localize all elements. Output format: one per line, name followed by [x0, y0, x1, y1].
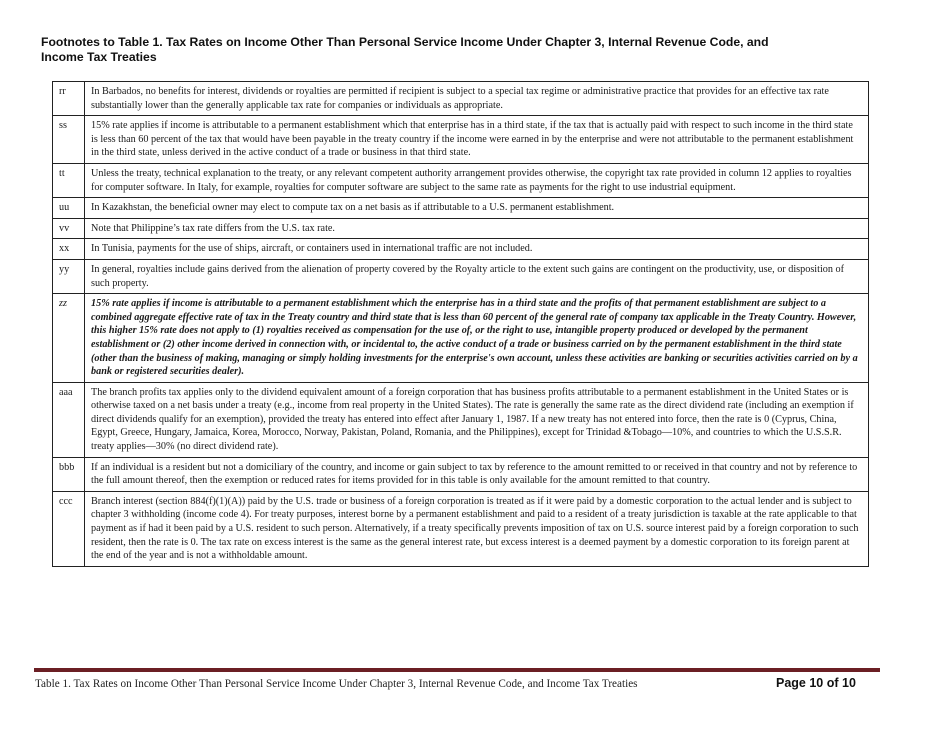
footnote-key: vv — [53, 218, 85, 239]
footnote-row — [53, 382, 869, 457]
footnote-key: rr — [53, 82, 85, 116]
footnote-text: In Kazakhstan, the beneficial owner may elect to compute tax on a net basis as if attributable to a U.S. permanent establishment. — [85, 198, 869, 219]
footnote-key: xx — [53, 239, 85, 260]
footnote-text: Unless the treaty, technical explanation to the treaty, or any relevant competent authority arrangement provides otherwise, the copyright tax rate provided in column 12 applies to royalties for computer software. In Italy, for example, royalties for computer software are subject to the same rate as payments for the right to use industrial equipment. — [85, 163, 869, 197]
footnote-row — [53, 259, 869, 293]
footnote-row — [53, 82, 869, 116]
footnote-key: ccc — [53, 491, 85, 566]
footnote-text: In general, royalties include gains derived from the alienation of property covered by the Royalty article to the extent such gains are contingent on the productivity, use, or disposition of such property. — [85, 259, 869, 293]
footnote-text: Branch interest (section 884(f)(1)(A)) paid by the U.S. trade or business of a foreign corporation is treated as if it were paid by a domestic corporation to the actual lender and is subject to chapter 3 withholding (income code 4). For treaty purposes, interest borne by a permanent establishment and paid to a resident of a treaty jurisdiction is taxable at the rate applicable to that payment as if had it been paid by a U.S. resident to such person. Alternatively, if a treaty specifically prevents imposition of tax on U.S. source interest paid by a foreign corporation to such resident, then the rate is 0. The tax rate on excess interest is the same as the general interest rate, but excess interest is a deemed payment by a domestic corporation to its foreign parent at the end of the year and is not a withholdable amount. — [85, 491, 869, 566]
footnote-key: yy — [53, 259, 85, 293]
footnote-row — [53, 457, 869, 491]
footnote-text: In Barbados, no benefits for interest, dividends or royalties are permitted if recipient is subject to a special tax regime or administrative practice that provides for an effective tax rate substantially lower than the generally applicable tax rate for companies or individuals as appropriate. — [85, 82, 869, 116]
footer-divider — [34, 668, 880, 672]
footer-title: Table 1. Tax Rates on Income Other Than Personal Service Income Under Chapter 3, Internal Revenue Code, and Income Tax Treaties — [35, 678, 638, 690]
footnote-text: 15% rate applies if income is attributable to a permanent establishment which the enterprise has in a third state and the profits of that permanent establishment are subject to a combined aggregate effective rate of tax in the Treaty country and third state that is less than 60 percent of the general rate of company tax applicable in the Treaty Country. However, this higher 15% rate does not apply to (1) royalties received as compensation for the use of, or the right to use, intangible property produced or developed by the permanent establishment or (2) other income derived in connection with, or incidental to, the active conduct of a trade or business carried on by the permanent establishment in the third state (other than the business of making, managing or simply holding investments for the enterprise's own account, unless these activities are banking or securities activities carried on by a bank or registered securities dealer). — [85, 294, 869, 383]
footnote-key: uu — [53, 198, 85, 219]
footnote-text: In Tunisia, payments for the use of ships, aircraft, or containers used in international traffic are not included. — [85, 239, 869, 260]
footnote-row — [53, 198, 869, 219]
footnote-key: ss — [53, 116, 85, 164]
footnote-row — [53, 116, 869, 164]
page-number: Page 10 of 10 — [776, 676, 856, 690]
footnote-row — [53, 294, 869, 383]
footnote-row — [53, 218, 869, 239]
footnote-row — [53, 163, 869, 197]
page-heading: Footnotes to Table 1. Tax Rates on Income Other Than Personal Service Income Under Chapter 3, Internal Revenue Code, and Income Tax Treaties — [41, 35, 769, 64]
footnotes-table — [52, 81, 869, 567]
footnote-key: tt — [53, 163, 85, 197]
footnote-row — [53, 491, 869, 566]
footnote-key: bbb — [53, 457, 85, 491]
footnote-row — [53, 239, 869, 260]
footnote-text: 15% rate applies if income is attributable to a permanent establishment which that enterprise has in a third state, if the tax that is actually paid with respect to such income in the third state is less than 60 percent of the tax that would have been payable in the treaty country if the income were earned in by the enterprise and were not attributable to the permanent establishment in the third state, unless derived in the active conduct of a trade or business in that third state. — [85, 116, 869, 164]
footnote-key: zz — [53, 294, 85, 383]
footnote-text: If an individual is a resident but not a domiciliary of the country, and income or gain subject to tax by reference to the amount remitted to or received in that country and not by reference to the full amount thereof, then the exemption or reduced rates for items provided for in this table is only available for the amount remitted to that country. — [85, 457, 869, 491]
footnote-text: The branch profits tax applies only to the dividend equivalent amount of a foreign corporation that has business profits attributable to a permanent establishment in the United States or is otherwise taxed on a net basis under a treaty (e.g., income from real property in the United States). The rate is generally the same rate as the direct dividend rate (including an exemption if direct dividends qualify for an exemption), provided the treaty has entered into effect after January 1, 1987. If a new treaty has not entered into force, then the rate is 0 (Cyprus, China, Egypt, Greece, Hungary, Jamaica, Korea, Morocco, Norway, Pakistan, Poland, Romania, and the Philippines), except for Trinidad &Tobago—10%, and countries to which the U.S.S.R. treaty applies—30% (no direct dividend rate). — [85, 382, 869, 457]
footnote-key: aaa — [53, 382, 85, 457]
footnote-text: Note that Philippine’s tax rate differs from the U.S. tax rate. — [85, 218, 869, 239]
